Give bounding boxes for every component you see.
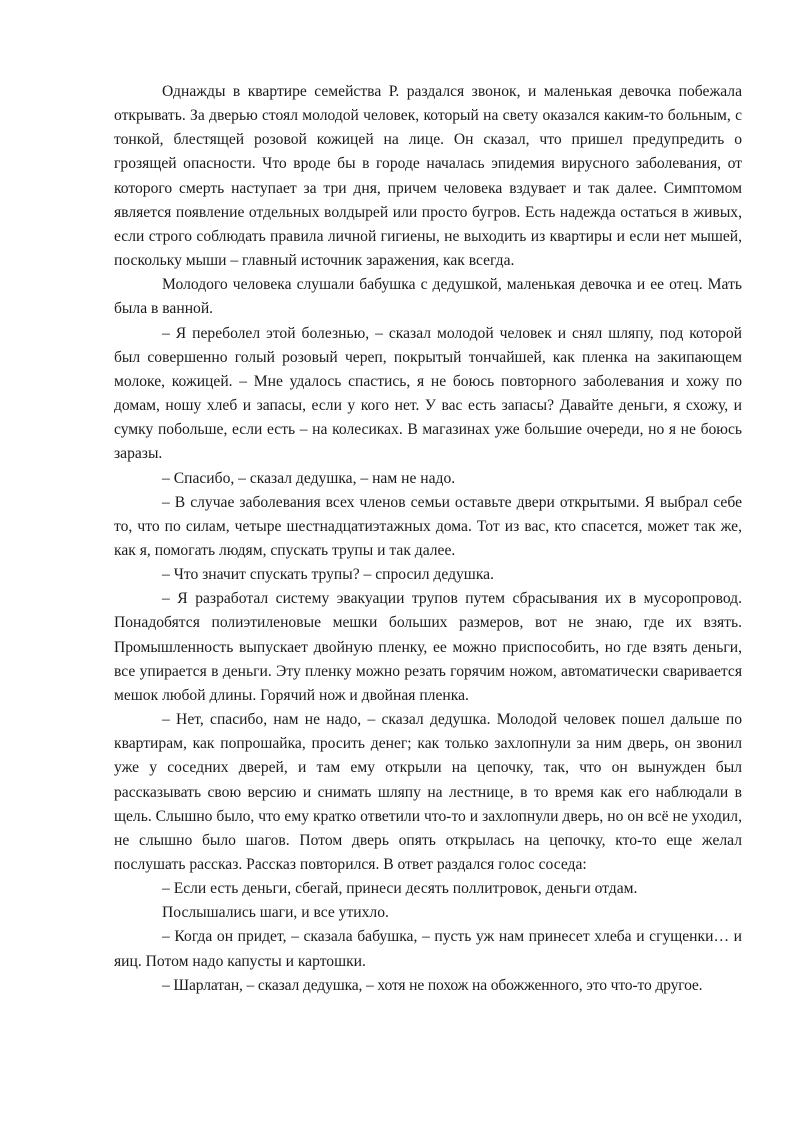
paragraph-7: – Я разработал систему эвакуации трупов путем сбрасывания их в мусоропровод. Понадобятся полиэтиленовые мешки больших размеров, вот не знаю, где их взять. Промышленность выпускает двойную пленку, ее можно приспособить, но где взять деньги, все упирается в деньги. Эту пленку можно резать горячим ножом, автоматически сваривается мешок любой длины. Горячий нож и двойная пленка. bbox=[114, 590, 742, 704]
paragraph-5: – В случае заболевания всех членов семьи оставьте двери открытыми. Я выбрал себе то, что по силам, четыре шестнадцатиэтажных дома. Тот из вас, кто спасется, может так же, как я, помогать людям, спускать трупы и так далее. bbox=[114, 493, 742, 559]
paragraph-10: Послышались шаги, и все утихло. bbox=[162, 904, 389, 922]
document-page bbox=[114, 80, 742, 998]
paragraph-12: – Шарлатан, – сказал дедушка, – хотя не похож на обожженного, это что-то другое. bbox=[162, 976, 703, 994]
paragraph-9: – Если есть деньги, сбегай, принеси десять поллитровок, деньги отдам. bbox=[162, 880, 638, 898]
paragraph-6: – Что значит спускать трупы? – спросил дедушка. bbox=[162, 566, 494, 584]
paragraph-1: Однажды в квартире семейства Р. раздался звонок, и маленькая девочка побежала открывать. За дверью стоял молодой человек, который на свету оказался каким-то больным, с тонкой, блестящей розовой кожицей на лице. Он сказал, что пришел предупредить о грозящей опасности. Что вроде бы в городе началась эпидемия вирусного заболевания, от которого смерть наступает за три дня, причем человека вздувает и так далее. Симптомом является появление отдельных волдырей или просто бугров. Есть надежда остаться в живых, если строго соблюдать правила личной гигиены, не выходить из квартиры и если нет мышей, поскольку мыши – главный источник заражения, как всегда. bbox=[114, 83, 742, 270]
paragraph-11: – Когда он придет, – сказала бабушка, – пусть уж нам принесет хлеба и сгущенки… и яиц. Потом надо капусты и картошки. bbox=[114, 928, 742, 970]
paragraph-4: – Спасибо, – сказал дедушка, – нам не надо. bbox=[162, 469, 456, 487]
paragraph-8: – Нет, спасибо, нам не надо, – сказал дедушка. Молодой человек пошел дальше по квартирам, как попрошайка, просить денег; как только захлопнули за ним дверь, он звонил уже у соседних дверей, и там ему открыли на цепочку, так, что он вынужден был рассказывать свою версию и снимать шляпу на лестнице, в то время как его наблюдали в щель. Слышно было, что ему кратко ответили что-то и захлопнули дверь, но он всё не уходил, не слышно было шагов. Потом дверь опять открылась на цепочку, кто-то еще желал послушать рассказ. Рассказ повторился. В ответ раздался голос соседа: bbox=[114, 711, 742, 873]
paragraph-2: Молодого человека слушали бабушка с дедушкой, маленькая девочка и ее отец. Мать была в ванной. bbox=[114, 276, 742, 318]
paragraph-3: – Я переболел этой болезнью, – сказал молодой человек и снял шляпу, под которой был совершенно голый розовый череп, покрытый тончайшей, как пленка на закипающем молоке, кожицей. – Мне удалось спастись, я не боюсь повторного заболевания и хожу по домам, ношу хлеб и запасы, если у кого нет. У вас есть запасы? Давайте деньги, я схожу, и сумку побольше, если есть – на колесиках. В магазинах уже большие очереди, но я не боюсь заразы. bbox=[114, 324, 742, 463]
